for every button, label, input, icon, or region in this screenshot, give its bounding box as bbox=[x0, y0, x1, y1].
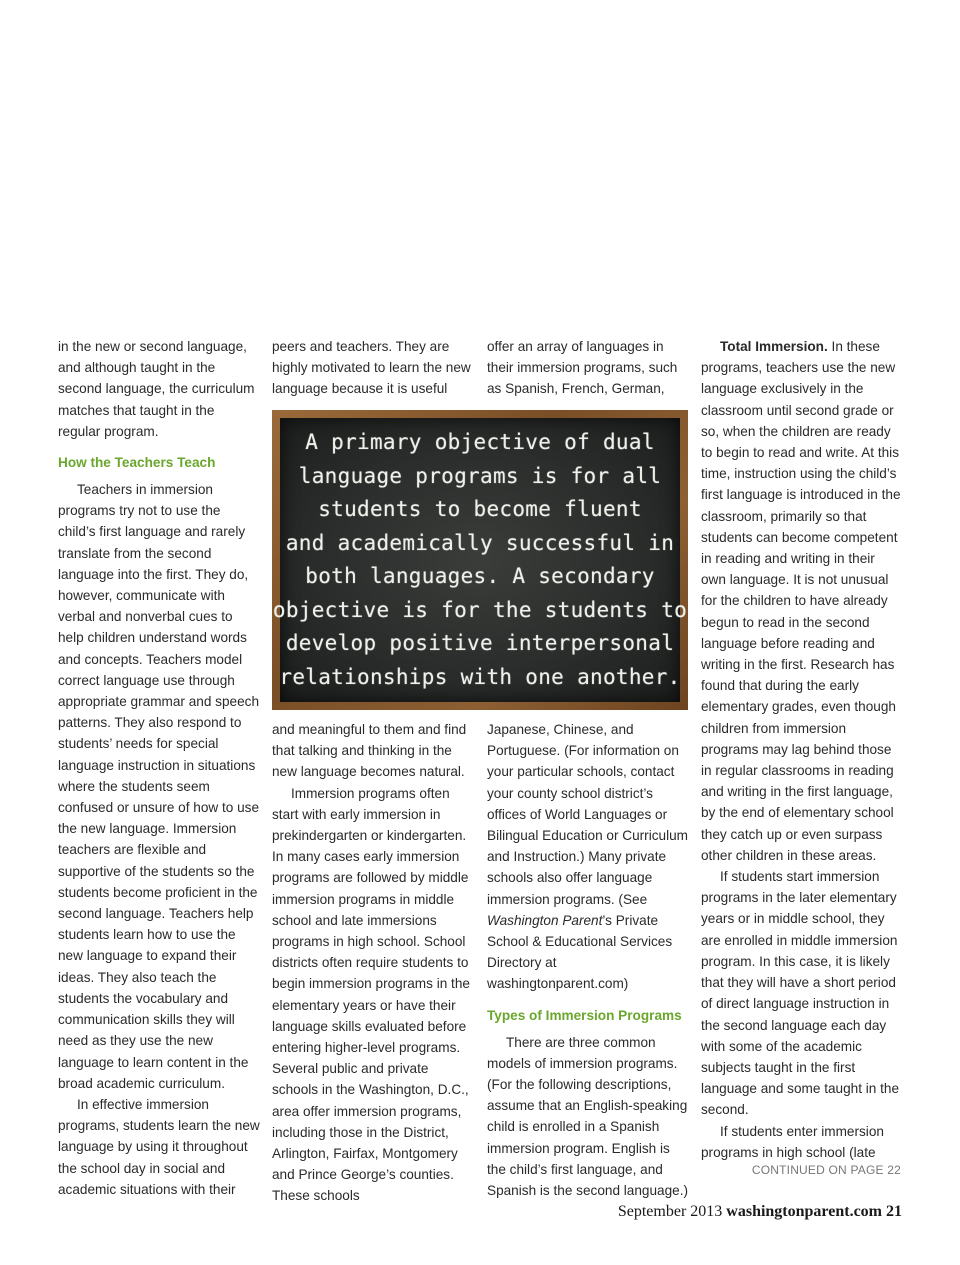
chalk-line: relationships with one another. bbox=[279, 664, 681, 689]
folio-date: September 2013 bbox=[617, 1203, 723, 1220]
chalk-line: A primary objective of dual bbox=[305, 430, 655, 454]
col1-paragraph-1: in the new or second language, and although taught in the second language, the curriculum matches that taught in the regular program. bbox=[58, 339, 255, 439]
total-immersion-lead: Total Immersion. bbox=[720, 339, 828, 354]
chalk-line: students to become fluent bbox=[318, 497, 642, 521]
col1-paragraph-2: Teachers in immersion programs try not to use the child’s first language and rarely translate from the second language into the first. They do, however, communicate with verbal and nonverbal cues to help children understand words and concepts. Teachers model correct language use through appropriate grammar and speech patterns. They also respond to students’ needs for special language instruction in situations where the students seem confused or unsure of how to use the new language. Immersion teachers are flexible and supportive of the students so the students become proficient in the second language. Teachers help students learn how to use the new language to expand their ideas. They also teach the students the vocabulary and communication skills they will need as they use the new language to learn content in the broad academic curriculum. bbox=[58, 482, 260, 1091]
folio-site: washingtonparent.com bbox=[726, 1203, 882, 1220]
heading-types-of-immersion: Types of Immersion Programs bbox=[487, 1007, 682, 1023]
page-folio bbox=[618, 1203, 902, 1221]
chalkboard-pull-quote bbox=[272, 410, 688, 710]
page-number: 21 bbox=[886, 1203, 902, 1220]
col4-paragraph-1 bbox=[701, 336, 903, 866]
column-4 bbox=[701, 336, 903, 1163]
column-2-bottom bbox=[272, 719, 476, 1207]
chalk-line: develop positive interpersonal bbox=[285, 631, 675, 655]
chalk-line: language programs is for all bbox=[298, 463, 662, 488]
col2-top-text: peers and teachers. They are highly motivated to learn the new language because it is useful bbox=[272, 339, 471, 397]
chalkboard-quote bbox=[273, 426, 687, 694]
column-3-bottom bbox=[487, 719, 691, 1201]
col1-paragraph-3: In effective immersion programs, students learn the new language by using it throughout the school day in social and academic situations with their bbox=[58, 1096, 260, 1197]
col4-paragraph-1-text: In these programs, teachers use the new language exclusively in the classroom until second grade or so, when the children are ready to begin to read and write. At this time, instruction using the child’s first language is introduced in the classroom, primarily so that students can become competent in reading and writing in their own language. It is not unusual for the children to have already begun to read in the second language before reading and writing in the first. Research has found that during the early elementary grades, even though children from immersion programs may lag behind those in regular classrooms in reading and writing in the first language, by the end of elementary school they catch up or even surpass other children in these areas. bbox=[701, 339, 901, 863]
col4-paragraph-3: If students enter immersion programs in high school (late bbox=[701, 1123, 884, 1160]
publication-name: Washington Parent bbox=[487, 912, 603, 928]
chalkboard-surface bbox=[272, 418, 688, 702]
col3-paragraph-1 bbox=[487, 719, 691, 995]
col2-paragraph-2: Immersion programs often start with early immersion in prekindergarten or kindergarten. In many cases early immersion programs are followed by middle immersion programs in middle school and late immersions programs in high school. School districts often require students to begin immersion programs in the elementary years or have their language skills evaluated before entering higher-level programs. Several public and private schools in the Washington, D.C., area offer immersion programs, including those in the District, Arlington, Fairfax, Montgomery and Prince George’s counties. These schools bbox=[272, 785, 470, 1204]
col3-paragraph-2: There are three common models of immersion programs. (For the following descriptions, assume that an English-speaking child is enrolled in a Spanish immersion program. English is the child’s first language, and Spanish is the second language.) bbox=[487, 1034, 689, 1199]
col2-paragraph-1: and meaningful to them and find that talking and thinking in the new language becomes natural. bbox=[272, 722, 467, 780]
column-3-top bbox=[487, 336, 691, 400]
chalk-line: objective is for the students to bbox=[272, 597, 688, 622]
chalk-line: and academically successful in bbox=[285, 530, 675, 555]
column-2-top bbox=[272, 336, 476, 400]
chalk-line: both languages. A secondary bbox=[305, 564, 655, 588]
heading-how-teachers-teach: How the Teachers Teach bbox=[58, 455, 216, 471]
continued-on-page: CONTINUED ON PAGE 22 bbox=[751, 1163, 901, 1177]
col4-paragraph-2: If students start immersion programs in the later elementary years or in middle school, they are enrolled in middle immersion program. In this case, it is likely that they will have a short period of direct language instruction in the second language each day with some of the academic subjects taught in the first language and some taught in the second. bbox=[701, 869, 900, 1118]
column-1 bbox=[58, 336, 260, 1200]
col3-text-part-a: Japanese, Chinese, and Portuguese. (For information on your particular schools, contact your county school district’s offices of World Languages or Bilingual Education or Curriculum and Instruction.) Many private schools also offer language immersion programs. (See bbox=[487, 722, 688, 907]
col3-top-text: offer an array of languages in their immersion programs, such as Spanish, French, German, bbox=[487, 339, 678, 397]
col3-text-part-b: ’s Private School & Educational Services Directory at washingtonparent.com) bbox=[487, 912, 673, 992]
